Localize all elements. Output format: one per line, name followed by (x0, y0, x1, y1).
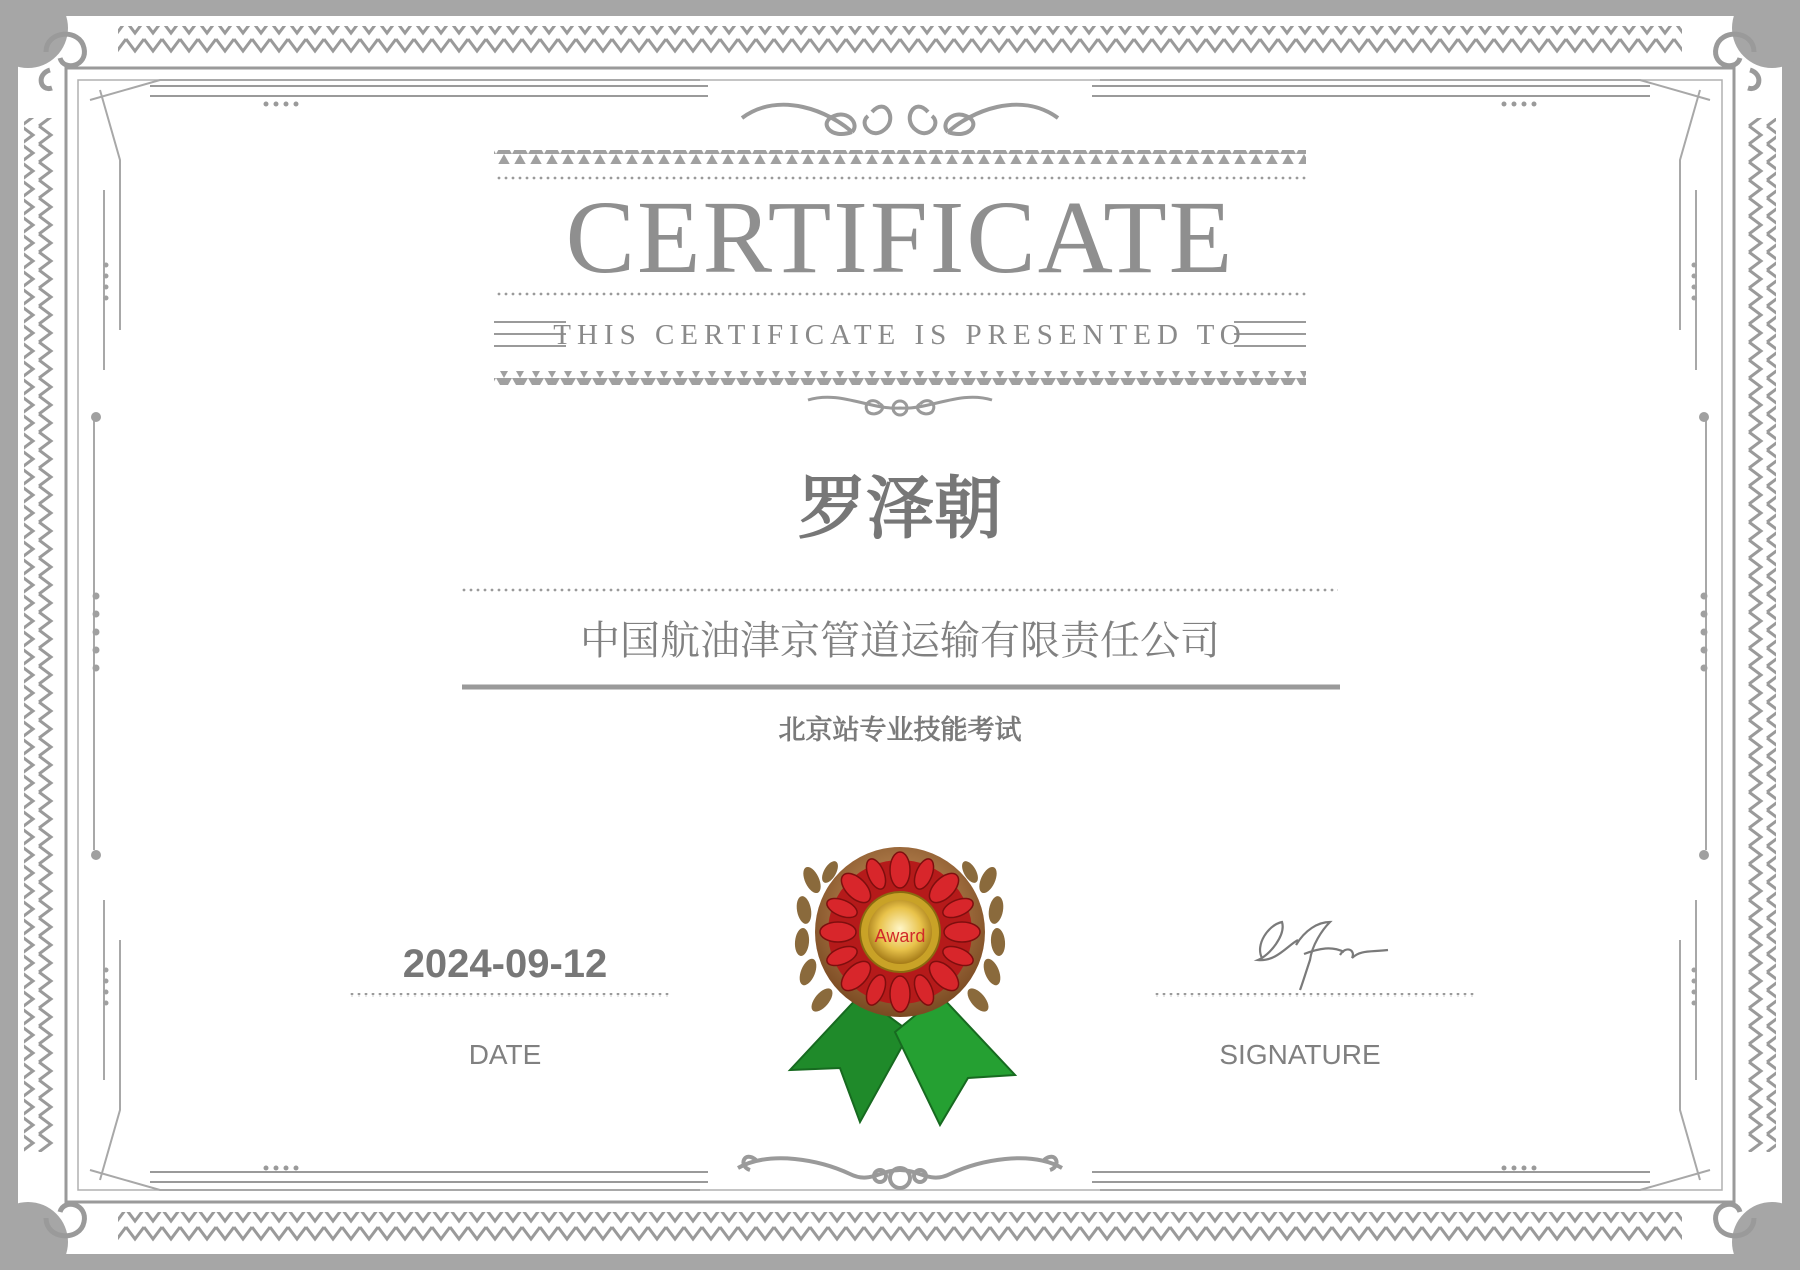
date-value: 2024-09-12 (402, 942, 608, 986)
seal-text: Award (874, 926, 926, 946)
certificate-subtitle: THIS CERTIFICATE IS PRESENTED TO (553, 319, 1247, 351)
exam-name: 北京站专业技能考试 (778, 715, 1022, 746)
organization-name: 中国航油津京管道运输有限责任公司 (580, 618, 1220, 664)
recipient-name: 罗泽朝 (797, 470, 1002, 549)
date-label: DATE (468, 1039, 542, 1070)
certificate-title: CERTIFICATE (565, 180, 1235, 295)
signature-label: SIGNATURE (1219, 1039, 1381, 1070)
